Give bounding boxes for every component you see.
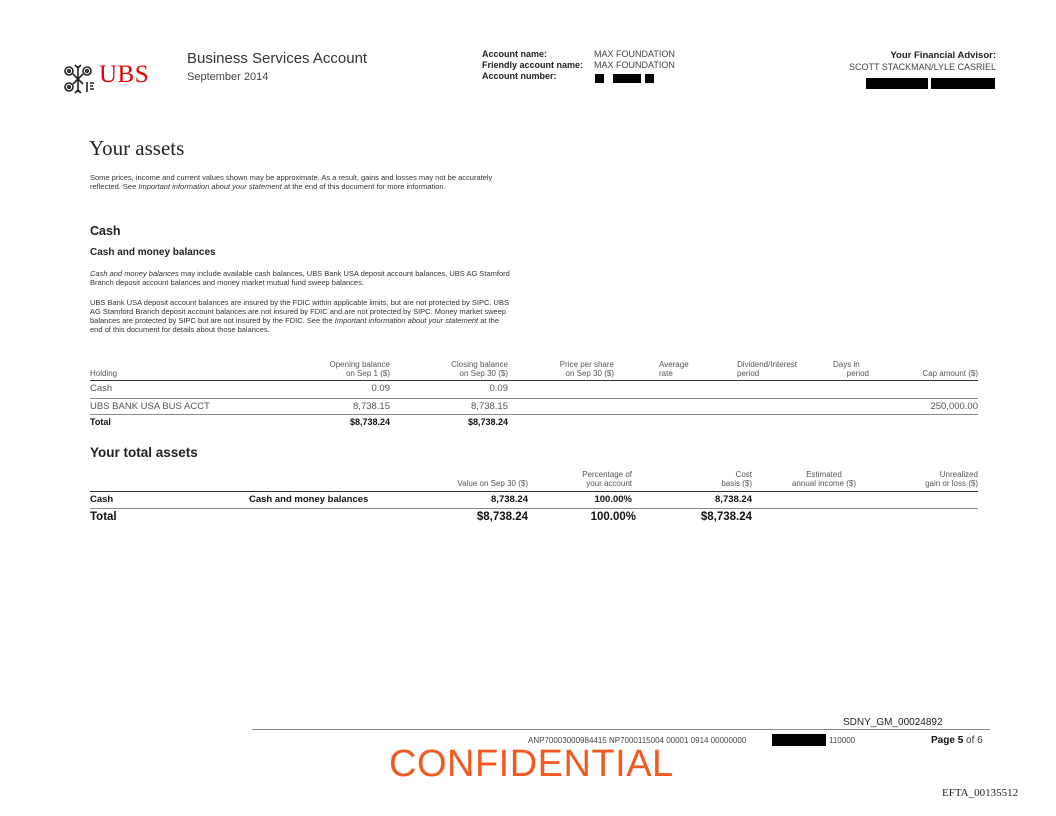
total-closing: $8,738.24 (467, 417, 508, 427)
statement-period: September 2014 (187, 71, 269, 83)
ubs-keys-logo-icon (60, 63, 96, 95)
cost-basis-cell: 8,738.24 (715, 494, 752, 505)
cap-cell: 250,000.00 (930, 401, 978, 412)
col-opening-header: Opening balance on Sep 1 ($) (329, 360, 390, 378)
your-assets-heading: Your assets (89, 136, 185, 160)
closing-cell: 8,738.15 (471, 401, 508, 412)
category-cell: Cash (90, 494, 114, 505)
col-cost-basis-header: Cost basis ($) (721, 470, 752, 488)
footer-rule (252, 729, 990, 730)
col-cap-header: Cap amount ($) (922, 369, 978, 378)
account-number-redaction (613, 74, 641, 83)
col-dividend-header: Dividend/Interest period (737, 360, 798, 378)
subcategory-cell: Cash and money balances (249, 494, 369, 505)
account-number-label: Account number: (482, 71, 557, 81)
table-rule (90, 380, 978, 381)
total-cost-basis: $8,738.24 (700, 511, 752, 523)
document-code-redaction (772, 734, 826, 746)
page-indicator: Page 5 of 6 (931, 735, 983, 746)
total-value: $8,738.24 (476, 511, 528, 523)
col-est-income-header: Estimated annual income ($) (791, 470, 857, 488)
efta-number: EFTA_00135512 (942, 787, 1019, 799)
account-number-redaction (645, 74, 654, 83)
account-values (594, 49, 675, 71)
value-cell: 8,738.24 (491, 494, 528, 505)
table-rule (90, 508, 978, 509)
col-unrealized-header: Unrealized gain or loss ($) (925, 470, 978, 488)
col-percentage-header: Percentage of your account (582, 470, 632, 488)
account-number-redaction (595, 74, 604, 83)
advisor-phone-redaction (866, 78, 928, 89)
total-percentage: 100.00% (590, 511, 636, 523)
col-closing-header: Closing balance on Sep 30 ($) (451, 360, 508, 378)
insurance-disclaimer: UBS Bank USA deposit account balances are insured by the FDIC within applicable limits, but are not protected by SIPC. UBS AG Stamford Branch deposit account balances are not insured by FDIC and are not protected by SIPC. Money market sweep balances are protected by SIPC but are not insured by the FDIC. See the Important information about your statement at the end of this document for details about those balances. (90, 298, 509, 334)
bates-number: SDNY_GM_00024892 (843, 717, 943, 728)
opening-cell: 8,738.15 (353, 401, 390, 412)
cash-balances-description: Cash and money balances may include available cash balances, UBS Bank USA deposit account balances, UBS AG Stamford Branch deposit account balances and money market mutual fund sweep balances. (90, 269, 510, 287)
account-name-label: Account name: (482, 49, 548, 59)
col-days-header: Days in period (833, 360, 869, 378)
col-avg-rate-header: Average rate (659, 360, 689, 378)
account-name-value: MAX FOUNDATION (594, 49, 675, 59)
friendly-name-value: MAX FOUNDATION (594, 60, 675, 70)
advisor-label: Your Financial Advisor: (890, 50, 996, 61)
advisor-name: SCOTT STACKMAN/LYLE CASRIEL (848, 62, 996, 72)
table-rule (90, 414, 978, 415)
closing-cell: 0.09 (489, 383, 508, 394)
account-labels (482, 49, 583, 82)
table-rule (90, 491, 978, 492)
holding-cell: Cash (90, 383, 113, 394)
col-price-header: Price per share on Sep 30 ($) (559, 360, 614, 378)
total-label: Total (90, 511, 117, 523)
confidential-stamp: CONFIDENTIAL (389, 743, 674, 785)
cash-heading: Cash (90, 224, 121, 238)
advisor-phone-redaction (931, 78, 995, 89)
total-label: Total (90, 417, 111, 427)
document-code: ANP70003000984415 NP7000115004 00001 0914 00000000 (528, 736, 747, 745)
total-assets-heading: Your total assets (90, 445, 198, 460)
holding-cell: UBS BANK USA BUS ACCT (90, 401, 210, 412)
total-opening: $8,738.24 (349, 417, 390, 427)
document-title: Business Services Account (187, 50, 368, 67)
table-rule (90, 398, 978, 399)
opening-cell: 0.09 (371, 383, 390, 394)
percentage-cell: 100.00% (594, 494, 632, 505)
friendly-name-label: Friendly account name: (482, 60, 584, 70)
col-value-header: Value on Sep 30 ($) (457, 479, 528, 488)
cash-balances-heading: Cash and money balances (90, 247, 216, 258)
assets-disclaimer: Some prices, income and current values shown may be approximate. As a result, gains and losses may not be accurately reflected. See Important information about your statement at the end of this document for more information. (90, 173, 493, 191)
ubs-logo-text: UBS (99, 61, 150, 88)
col-holding-header: Holding (90, 369, 118, 378)
document-code-suffix: 110000 (829, 736, 856, 745)
